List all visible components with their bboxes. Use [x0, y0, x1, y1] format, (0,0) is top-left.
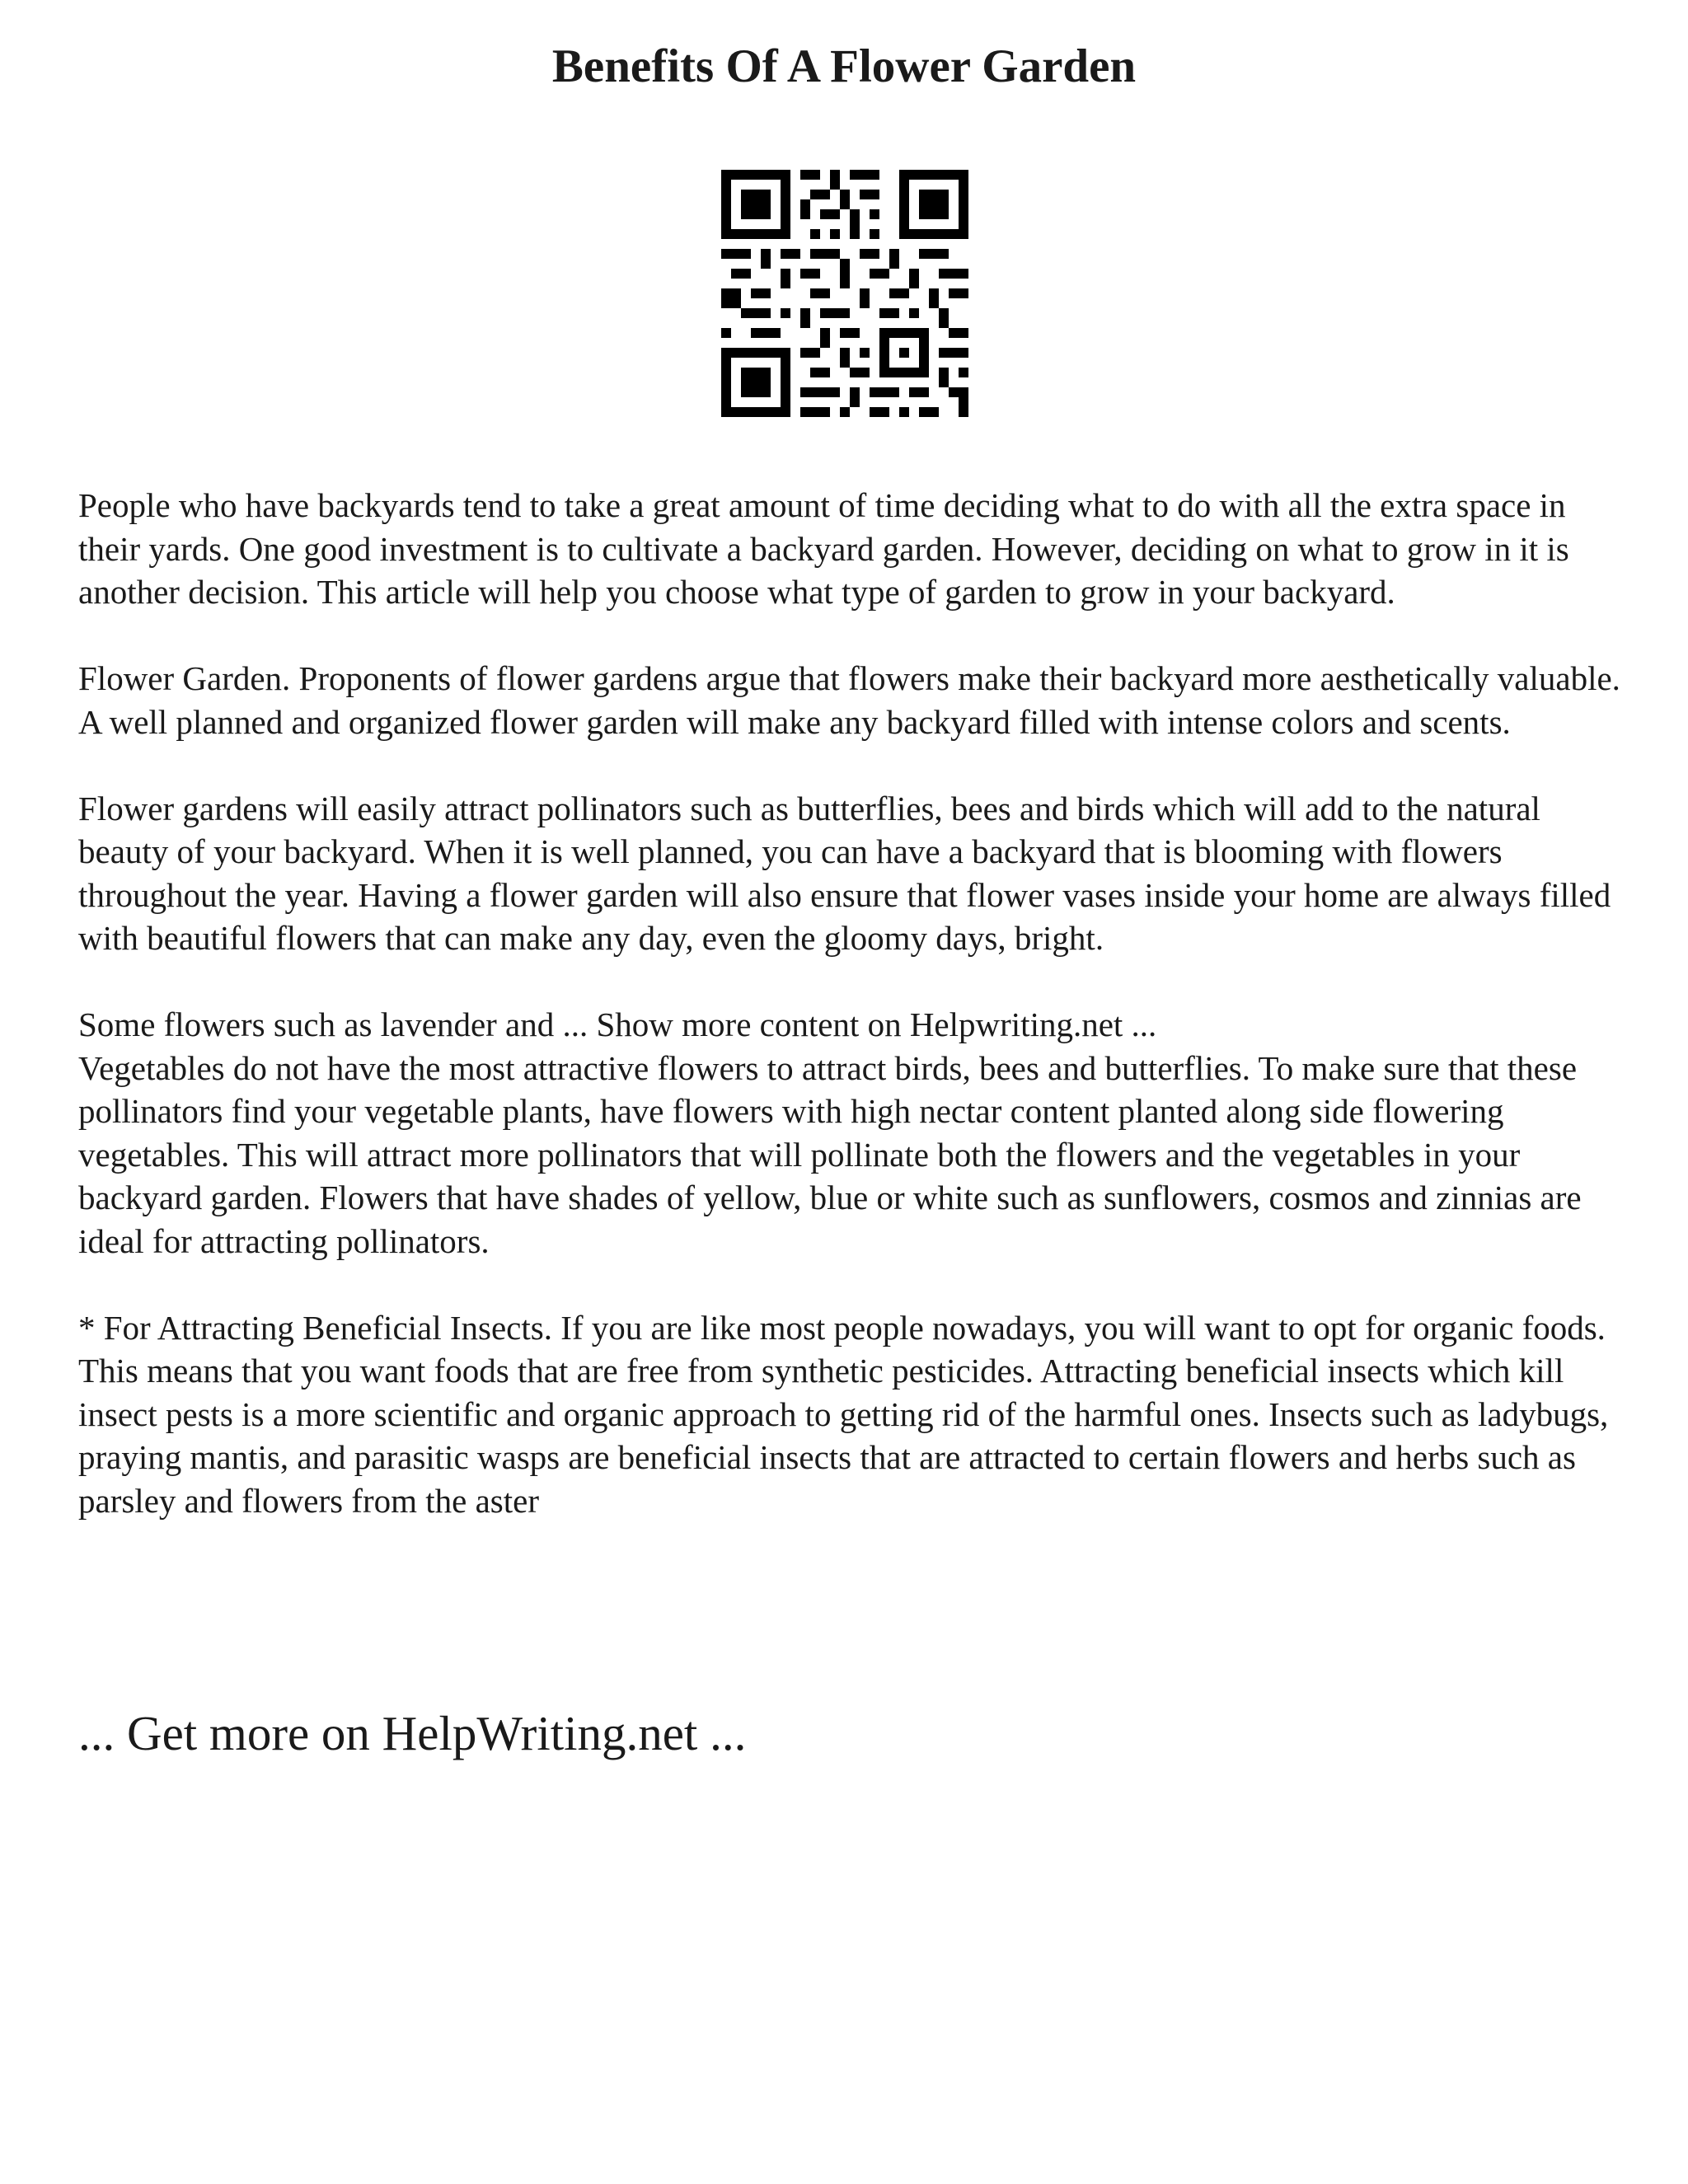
paragraph-flower-garden: Flower Garden. Proponents of flower gardens argue that flowers make their backyard more aesthetically valuable. A well planned and organized flower garden will make any backyard filled with intense colors and scents.	[78, 659, 1620, 741]
paragraph-vegetables: Vegetables do not have the most attractive flowers to attract birds, bees and butterflies. To make sure that these pollinators find your vegetable plants, have flowers with high nectar content planted along side flowering vegetables. This will attract more pollinators that will pollinate both the flowers and the vegetables in your backyard garden. Flowers that have shades of yellow, blue or white such as sunflowers, cosmos and zinnias are ideal for attracting pollinators.	[78, 1048, 1582, 1260]
article-body	[78, 484, 1628, 1522]
paragraph-pollinators: Flower gardens will easily attract pollinators such as butterflies, bees and birds which will add to the natural beauty of your backyard. When it is well planned, you can have a backyard that is blooming with flowers throughout the year. Having a flower garden will also ensure that flower vases inside your home are always filled with beautiful flowers that can make any day, even the gloomy days, bright.	[78, 789, 1611, 957]
paragraph-show-more: Some flowers such as lavender and ... Show more content on Helpwriting.net ...	[78, 1005, 1157, 1043]
document-title: Benefits Of A Flower Garden	[551, 40, 1137, 92]
paragraph-beneficial-insects: * For Attracting Beneficial Insects. If you are like most people nowadays, you will want to opt for organic foods. This means that you want foods that are free from synthetic pesticides. Attracting beneficial insects which kill insect pests is a more scientific and organic approach to getting rid of the harmful ones. Insects such as ladybugs, praying mantis, and parasitic wasps are beneficial insects that are attracted to certain flowers and herbs such as parsley and flowers from the aster	[78, 1308, 1609, 1520]
get-more-link[interactable]: ... Get more on HelpWriting.net ...	[78, 1706, 747, 1760]
qr-code-icon	[721, 170, 968, 417]
paragraph-intro: People who have backyards tend to take a great amount of time deciding what to do with all the extra space in their yards. One good investment is to cultivate a backyard garden. However, deciding on what to grow in it is another decision. This article will help you choose what type of garden to grow in your backyard.	[78, 486, 1569, 611]
